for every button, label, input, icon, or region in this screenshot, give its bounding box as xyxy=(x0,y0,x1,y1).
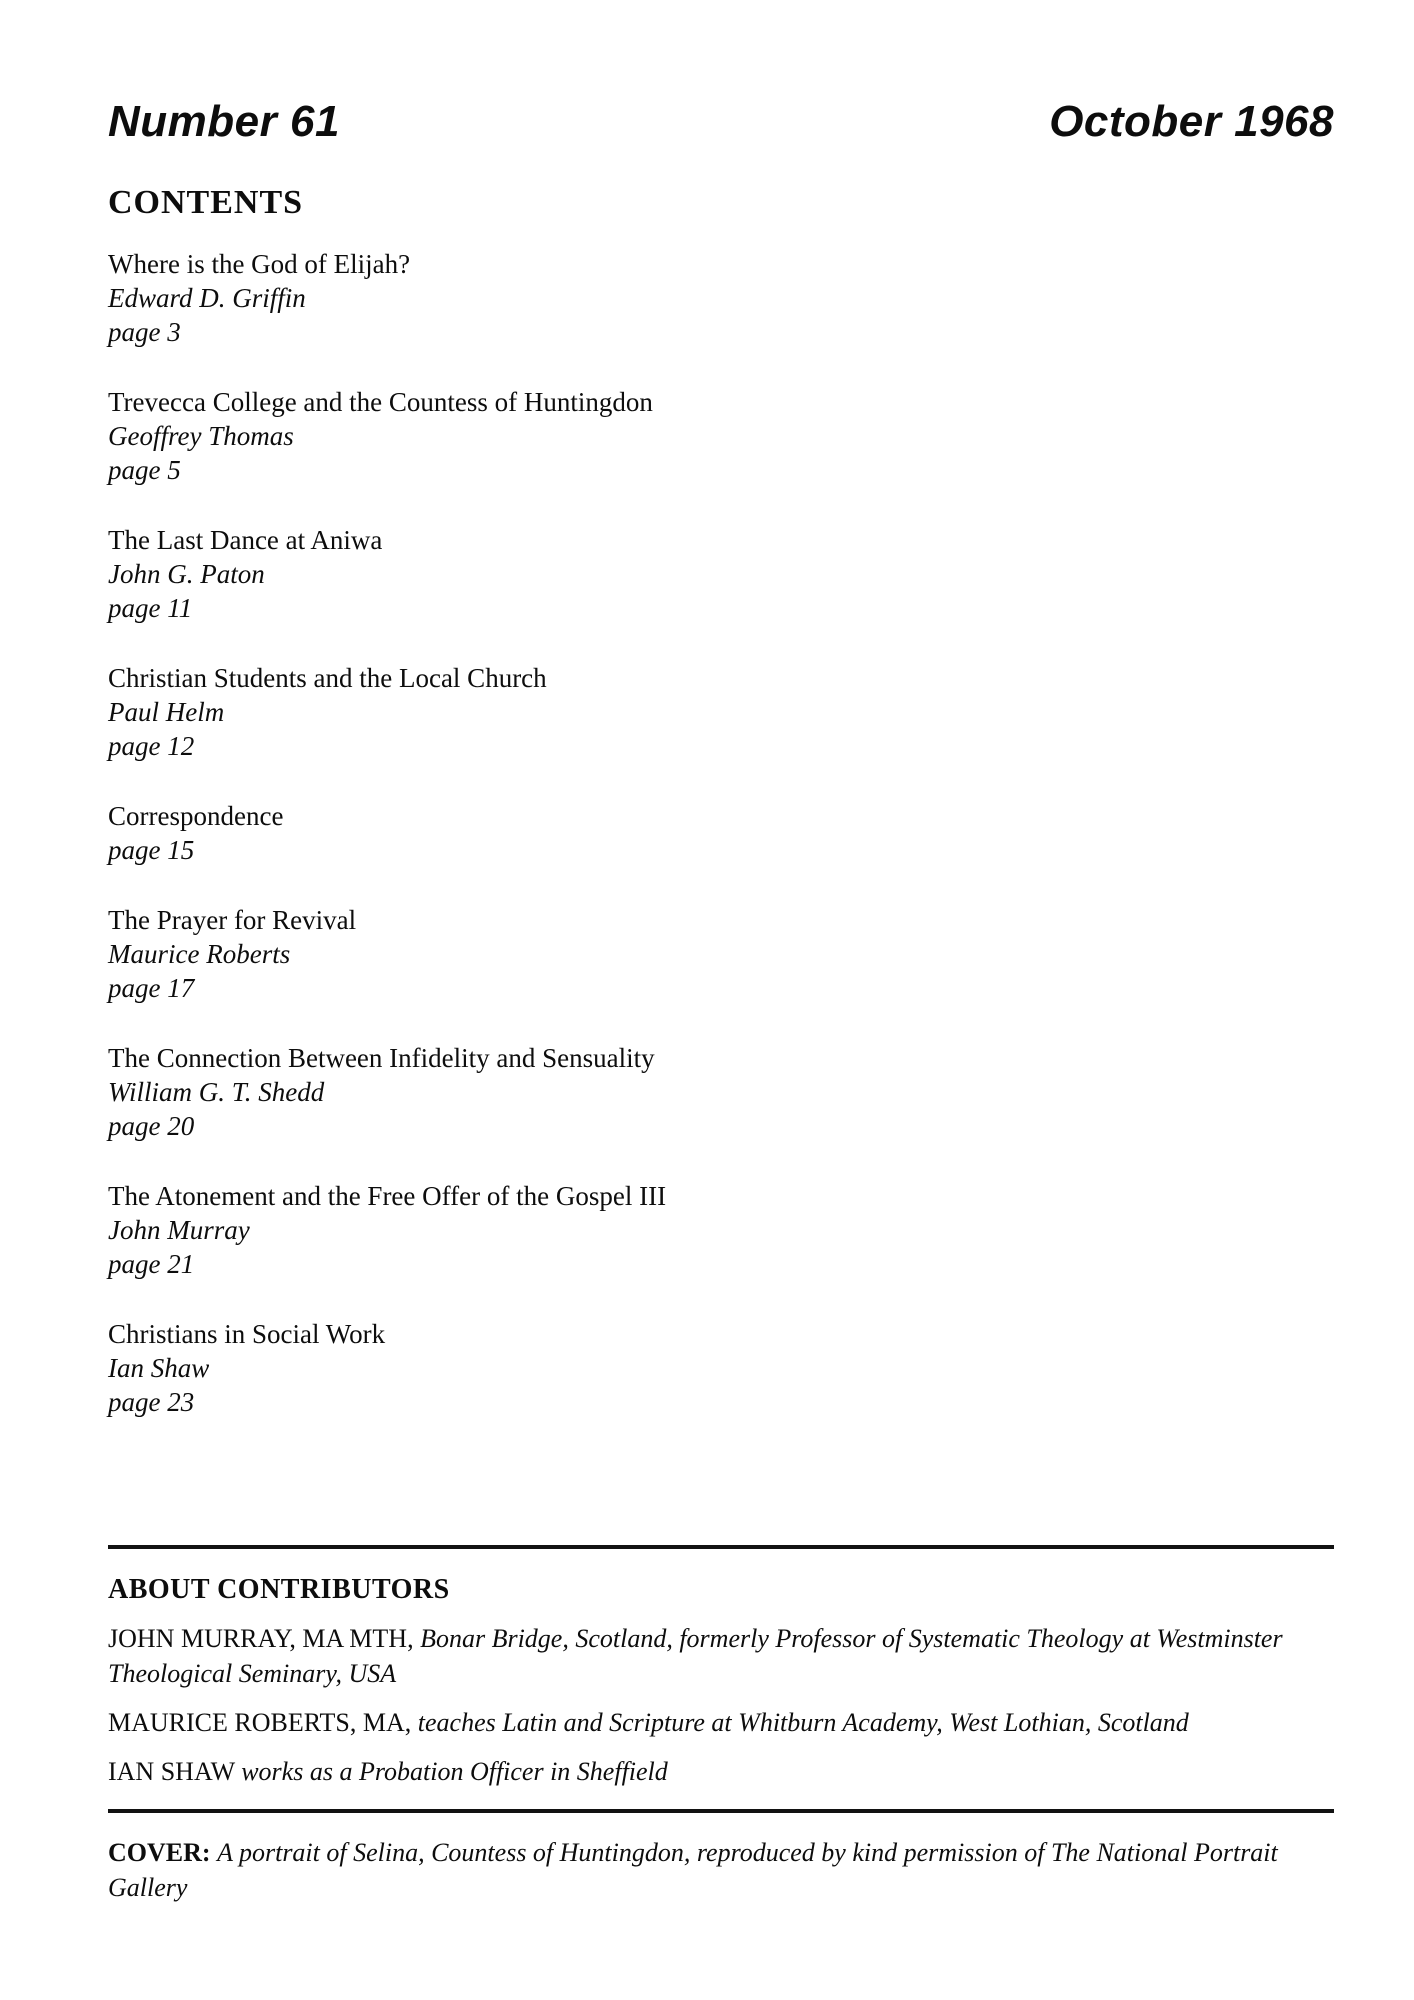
divider-rule-bottom xyxy=(108,1809,1334,1813)
toc-entry-title: The Prayer for Revival xyxy=(108,905,357,935)
toc-entry xyxy=(108,1041,1334,1143)
toc-entry-author: Maurice Roberts xyxy=(108,939,291,969)
toc-entry-author: Geoffrey Thomas xyxy=(108,421,294,451)
contributor-bio: Bonar Bridge, Scotland, formerly Professor of Systematic Theology at Westminster Theological Seminary, USA xyxy=(108,1624,1283,1688)
toc-entry-author: Ian Shaw xyxy=(108,1353,210,1383)
toc-entry-page: page 23 xyxy=(108,1387,195,1417)
contributor-item xyxy=(108,1621,1334,1691)
masthead xyxy=(108,97,1334,146)
toc-entry xyxy=(108,661,1334,763)
toc-entry-page: page 17 xyxy=(108,973,195,1003)
toc-entry-page: page 3 xyxy=(108,317,181,347)
toc-entry-title: Correspondence xyxy=(108,801,284,831)
toc-entry xyxy=(108,247,1334,349)
toc-entry-title: The Atonement and the Free Offer of the Gospel III xyxy=(108,1181,667,1211)
contributor-item xyxy=(108,1705,1334,1740)
toc-entry-page: page 11 xyxy=(108,593,193,623)
toc-entry xyxy=(108,523,1334,625)
toc-entry-title: Christian Students and the Local Church xyxy=(108,663,547,693)
issue-date: October 1968 xyxy=(1049,97,1334,146)
toc-entry-title: The Last Dance at Aniwa xyxy=(108,525,383,555)
toc-entry-title: Trevecca College and the Countess of Huntingdon xyxy=(108,387,653,417)
contributor-bio: teaches Latin and Scripture at Whitburn Academy, West Lothian, Scotland xyxy=(417,1708,1189,1737)
contributors-list xyxy=(108,1621,1334,1789)
divider-rule-top xyxy=(108,1545,1334,1549)
cover-note-label: COVER: xyxy=(108,1838,211,1867)
toc-entry-page: page 20 xyxy=(108,1111,195,1141)
toc-entry-page: page 5 xyxy=(108,455,181,485)
toc-entry-author: William G. T. Shedd xyxy=(108,1077,325,1107)
toc-entry xyxy=(108,1317,1334,1419)
contributor-name: MAURICE ROBERTS, MA, xyxy=(108,1708,412,1737)
issue-number: Number 61 xyxy=(108,97,340,146)
contributors-heading: ABOUT CONTRIBUTORS xyxy=(108,1574,450,1605)
toc-entry-title: The Connection Between Infidelity and Sensuality xyxy=(108,1043,655,1073)
cover-note xyxy=(108,1835,1334,1905)
contributor-bio: works as a Probation Officer in Sheffield xyxy=(241,1757,668,1786)
table-of-contents xyxy=(108,247,1334,1419)
toc-entry xyxy=(108,799,1334,867)
toc-entry-author: John G. Paton xyxy=(108,559,265,589)
toc-entry-author: Paul Helm xyxy=(108,697,225,727)
toc-entry xyxy=(108,1179,1334,1281)
contents-heading: CONTENTS xyxy=(108,184,304,221)
contributor-item xyxy=(108,1754,1334,1789)
toc-entry-page: page 21 xyxy=(108,1249,195,1279)
toc-entry-page: page 15 xyxy=(108,835,195,865)
toc-entry xyxy=(108,385,1334,487)
contributor-name: IAN SHAW xyxy=(108,1757,235,1786)
contributor-name: JOHN MURRAY, MA MTH, xyxy=(108,1624,414,1653)
toc-entry xyxy=(108,903,1334,1005)
toc-entry-title: Christians in Social Work xyxy=(108,1319,386,1349)
cover-note-text: A portrait of Selina, Countess of Huntingdon, reproduced by kind permission of The National Portrait Gallery xyxy=(108,1838,1278,1902)
toc-entry-page: page 12 xyxy=(108,731,195,761)
toc-entry-author: John Murray xyxy=(108,1215,250,1245)
toc-entry-author: Edward D. Griffin xyxy=(108,283,306,313)
toc-entry-title: Where is the God of Elijah? xyxy=(108,249,411,279)
